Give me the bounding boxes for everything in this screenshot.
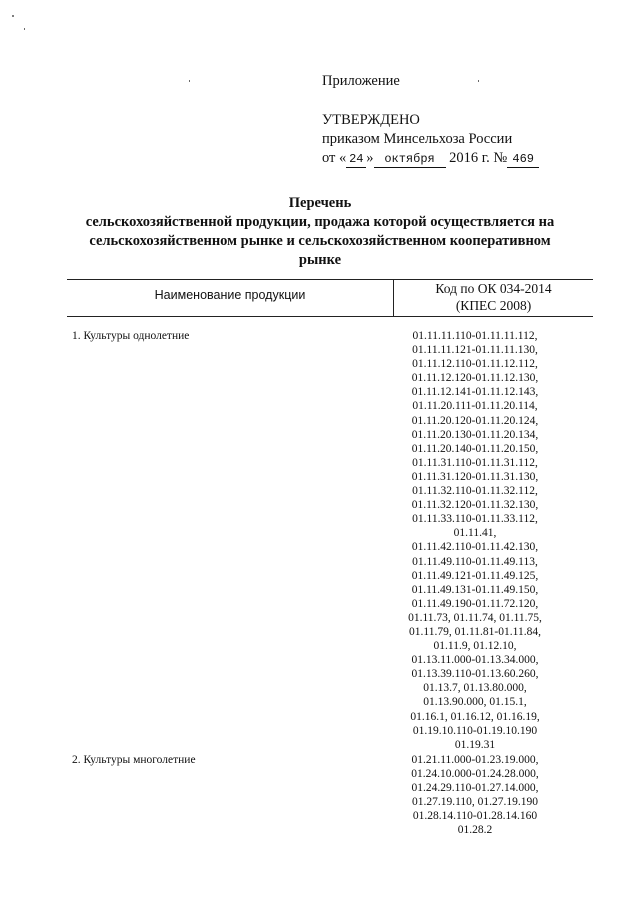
column-header-code-line: Код по ОК 034-2014 bbox=[435, 281, 552, 296]
date-year: 2016 г. № bbox=[449, 150, 508, 166]
code-line: 01.24.29.110-01.27.14.000, bbox=[411, 782, 539, 795]
code-line: 01.13.90.000, 01.15.1, bbox=[423, 696, 527, 709]
code-line: 01.28.2 bbox=[457, 824, 493, 837]
date-day: 24 bbox=[346, 152, 366, 168]
scan-speck bbox=[12, 15, 14, 17]
date-mid: » bbox=[366, 150, 374, 166]
code-line: 01.11.41, bbox=[453, 527, 497, 540]
product-name: 1. Культуры однолетние bbox=[72, 330, 190, 342]
code-line: 01.21.11.000-01.23.19.000, bbox=[411, 754, 539, 766]
product-name: 2. Культуры многолетние bbox=[72, 754, 196, 766]
code-line: 01.16.1, 01.16.12, 01.16.19, bbox=[410, 710, 540, 723]
code-line: 01.11.49.131-01.11.49.150, bbox=[411, 583, 539, 596]
title-line: Перечень bbox=[288, 195, 352, 211]
column-header-code bbox=[394, 280, 593, 314]
code-line: 01.11.12.120-01.11.12.130, bbox=[411, 372, 539, 385]
date-month: октября bbox=[374, 152, 446, 168]
order-number: 469 bbox=[507, 152, 539, 168]
code-line: 01.11.12.141-01.11.12.143, bbox=[411, 386, 539, 399]
code-line: 01.24.10.000-01.24.28.000, bbox=[411, 768, 539, 781]
code-line: 01.11.31.120-01.11.31.130, bbox=[411, 470, 539, 483]
code-line: 01.11.49.190-01.11.72.120, bbox=[411, 597, 539, 610]
product-codes bbox=[394, 329, 556, 752]
code-line: 01.11.31.110-01.11.31.112, bbox=[412, 456, 538, 469]
code-line: 01.11.33.110-01.11.33.112, bbox=[412, 513, 538, 526]
column-header-code-line: (КПЕС 2008) bbox=[455, 298, 532, 313]
code-line: 01.11.9, 01.12.10, bbox=[433, 640, 517, 653]
title-line: сельскохозяйственной продукции, продажа которой осуществляется на bbox=[85, 214, 555, 230]
code-line: 01.11.20.111-01.11.20.114, bbox=[412, 400, 538, 413]
code-line: 01.13.39.110-01.13.60.260, bbox=[411, 668, 539, 681]
table-header bbox=[67, 279, 593, 315]
code-line: 01.11.11.110-01.11.11.112, bbox=[412, 330, 538, 342]
approval-block bbox=[322, 72, 539, 168]
code-line: 01.11.49.110-01.11.49.113, bbox=[412, 555, 538, 568]
order-line: приказом Минсельхоза России bbox=[322, 131, 513, 147]
code-line: 01.11.32.110-01.11.32.112, bbox=[412, 485, 538, 498]
date-prefix: от « bbox=[322, 150, 347, 166]
code-line: 01.11.20.140-01.11.20.150, bbox=[411, 442, 539, 455]
code-line: 01.11.79, 01.11.81-01.11.84, bbox=[409, 625, 541, 638]
title-line: сельскохозяйственном рынке и сельскохозяйственном кооперативном bbox=[89, 233, 551, 249]
code-line: 01.28.14.110-01.28.14.160 bbox=[412, 810, 538, 823]
appendix-label: Приложение bbox=[322, 73, 400, 89]
code-line: 01.19.10.110-01.19.10.190 bbox=[412, 724, 538, 737]
code-line: 01.11.12.110-01.11.12.112, bbox=[412, 358, 538, 371]
document-title bbox=[60, 194, 580, 270]
code-line: 01.11.32.120-01.11.32.130, bbox=[411, 499, 539, 512]
product-codes bbox=[394, 753, 556, 838]
code-line: 01.11.42.110-01.11.42.130, bbox=[411, 541, 539, 554]
code-line: 01.13.7, 01.13.80.000, bbox=[423, 682, 527, 695]
approved-label: УТВЕРЖДЕНО bbox=[322, 112, 420, 128]
column-header-name: Наименование продукции bbox=[154, 288, 306, 302]
code-line: 01.11.73, 01.11.74, 01.11.75, bbox=[408, 611, 542, 624]
order-date-line bbox=[322, 149, 539, 168]
code-line: 01.27.19.110, 01.27.19.190 bbox=[411, 796, 539, 809]
code-line: 01.11.20.120-01.11.20.124, bbox=[411, 414, 539, 427]
code-line: 01.13.11.000-01.13.34.000, bbox=[411, 654, 539, 667]
scan-speck bbox=[189, 80, 190, 82]
code-line: 01.19.31 bbox=[454, 738, 496, 751]
code-line: 01.11.20.130-01.11.20.134, bbox=[411, 428, 539, 441]
title-line: рынке bbox=[298, 252, 342, 268]
code-line: 01.11.49.121-01.11.49.125, bbox=[411, 569, 539, 582]
table-header-bottom-rule bbox=[67, 316, 593, 317]
scan-speck bbox=[24, 28, 25, 30]
code-line: 01.11.11.121-01.11.11.130, bbox=[412, 344, 538, 357]
